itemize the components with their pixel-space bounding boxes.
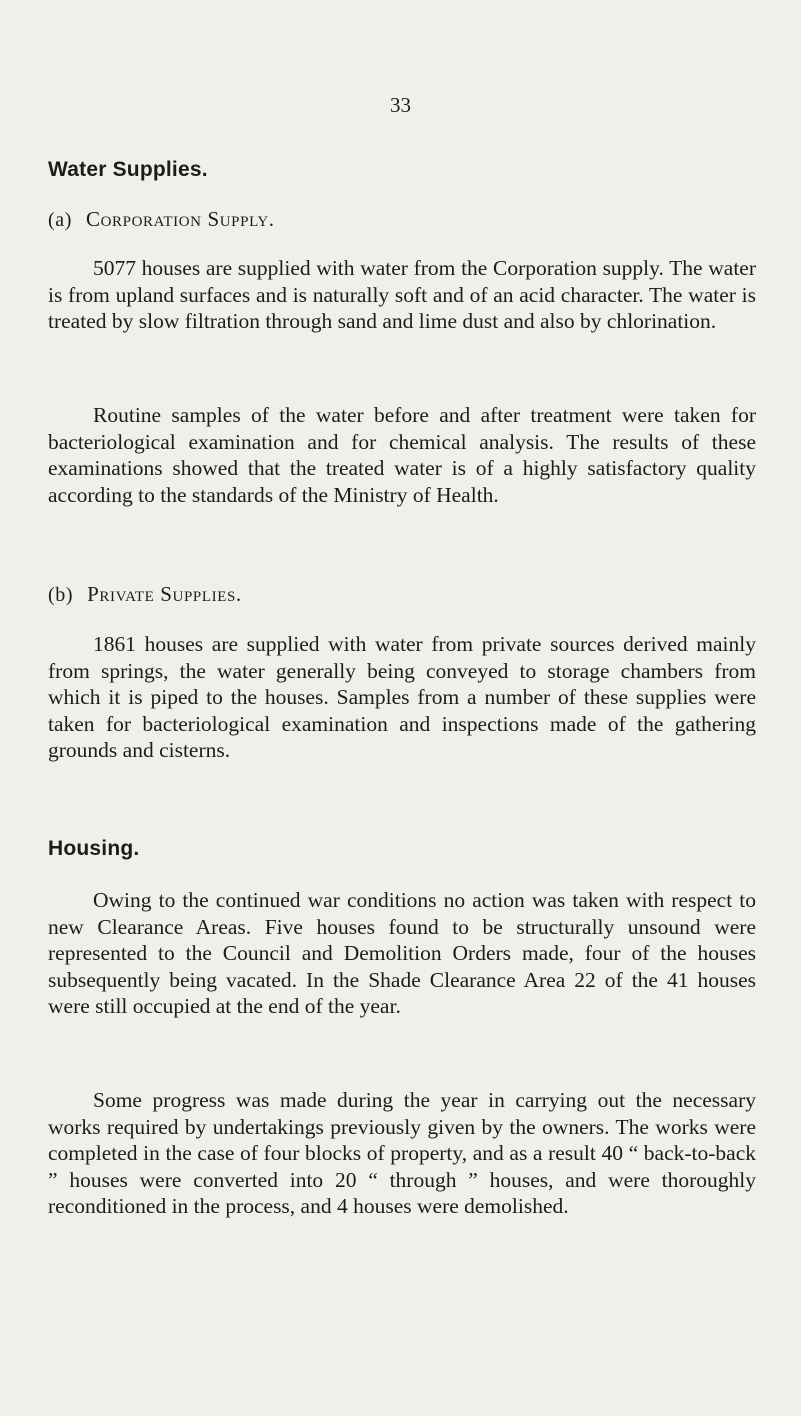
corporation-supply-subheading bbox=[48, 207, 275, 232]
housing-heading: Housing. bbox=[48, 837, 140, 860]
paragraph: Some progress was made during the year in carrying out the necessary works required by undertakings previously given by the owners. The works were completed in the case of four blocks of property, and as a result 40 “ back-to-back ” houses were converted into 20 “ through ” houses, and were thoroughly reconditioned in the process, and 4 houses were demolished. bbox=[48, 1088, 756, 1219]
private-supplies-subheading bbox=[48, 582, 242, 607]
paragraph: 1861 houses are supplied with water from private sources derived mainly from springs, the water generally being conveyed to storage chambers from which it is piped to the houses. Samples from a number of these supplies were taken for bacteriological examination and inspections made of the gathering grounds and cisterns. bbox=[48, 632, 756, 763]
water-supplies-heading: Water Supplies. bbox=[48, 158, 208, 181]
page-number: 33 bbox=[390, 93, 411, 117]
paragraph: Owing to the continued war conditions no action was taken with respect to new Clearance Areas. Five houses found to be structurally unsound were represented to the Council and Demolition Orders made, four of the houses subsequently being vacated. In the Shade Clearance Area 22 of the 41 houses were still occupied at the end of the year. bbox=[48, 888, 756, 1019]
subheading-title: Corporation Supply. bbox=[86, 207, 275, 231]
paragraph: 5077 houses are supplied with water from the Corporation supply. The water is from upland surfaces and is naturally soft and of an acid character. The water is treated by slow filtration through sand and lime dust and also by chlorination. bbox=[48, 256, 756, 334]
paragraph: Routine samples of the water before and after treatment were taken for bacteriological examination and for chemical analysis. The results of these examinations showed that the treated water is of a highly satisfactory quality according to the standards of the Ministry of Health. bbox=[48, 403, 756, 507]
subheading-label: (b) bbox=[48, 584, 74, 606]
subheading-label: (a) bbox=[48, 209, 72, 231]
subheading-title: Private Supplies. bbox=[87, 582, 242, 606]
